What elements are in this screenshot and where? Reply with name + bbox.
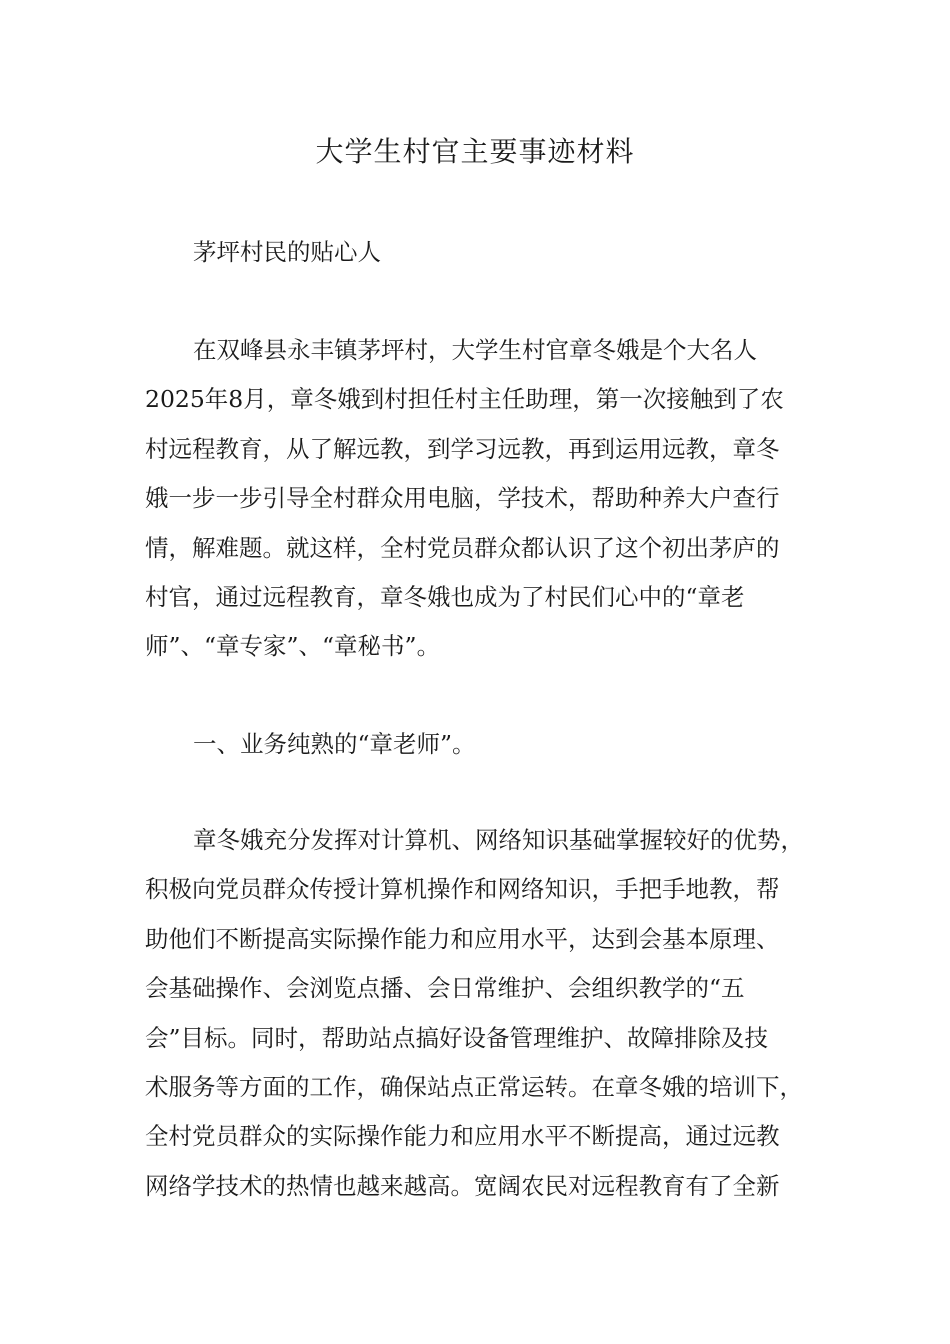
paragraph-1-line: 在双峰县永丰镇茅坪村，大学生村官章冬娥是个大名人 <box>193 336 757 364</box>
paragraph-2-line: 会基础操作、会浏览点播、会日常维护、会组织教学的“五 <box>145 974 745 1003</box>
section-heading: 一、业务纯熟的“章老师”。 <box>193 730 476 758</box>
paragraph-2-line: 术服务等方面的工作，确保站点正常运转。在章冬娥的培训下， <box>145 1073 803 1102</box>
paragraph-1-line: 村官，通过远程教育，章冬娥也成为了村民们心中的“章老 <box>145 583 745 612</box>
subtitle: 茅坪村民的贴心人 <box>193 238 381 266</box>
document-title: 大学生村官主要事迹材料 <box>315 135 635 168</box>
paragraph-2-line: 网络学技术的热情也越来越高。宽阔农民对远程教育有了全新 <box>145 1171 780 1200</box>
paragraph-1-line: 2025年8月，章冬娥到村担任村主任助理，第一次接触到了农 <box>145 385 784 414</box>
paragraph-1-line: 娥一步一步引导全村群众用电脑，学技术，帮助种养大户查行 <box>145 484 780 513</box>
paragraph-2-line: 积极向党员群众传授计算机操作和网络知识，手把手地教，帮 <box>145 875 780 904</box>
paragraph-1-line: 情，解难题。就这样，全村党员群众都认识了这个初出茅庐的 <box>145 533 780 562</box>
paragraph-2-line: 助他们不断提高实际操作能力和应用水平，达到会基本原理、 <box>145 924 780 953</box>
paragraph-2-line: 会”目标。同时，帮助站点搞好设备管理维护、故障排除及技 <box>145 1023 769 1052</box>
paragraph-1 <box>145 326 810 672</box>
paragraph-1-line: 村远程教育，从了解远教，到学习远教，再到运用远教，章冬 <box>145 434 780 463</box>
paragraph-2-line: 章冬娥充分发挥对计算机、网络知识基础掌握较好的优势， <box>193 826 804 854</box>
paragraph-2-line: 全村党员群众的实际操作能力和应用水平不断提高，通过远教 <box>145 1122 780 1151</box>
paragraph-1-line: 师”、“章专家”、“章秘书”。 <box>145 632 441 661</box>
paragraph-2 <box>145 816 810 1211</box>
